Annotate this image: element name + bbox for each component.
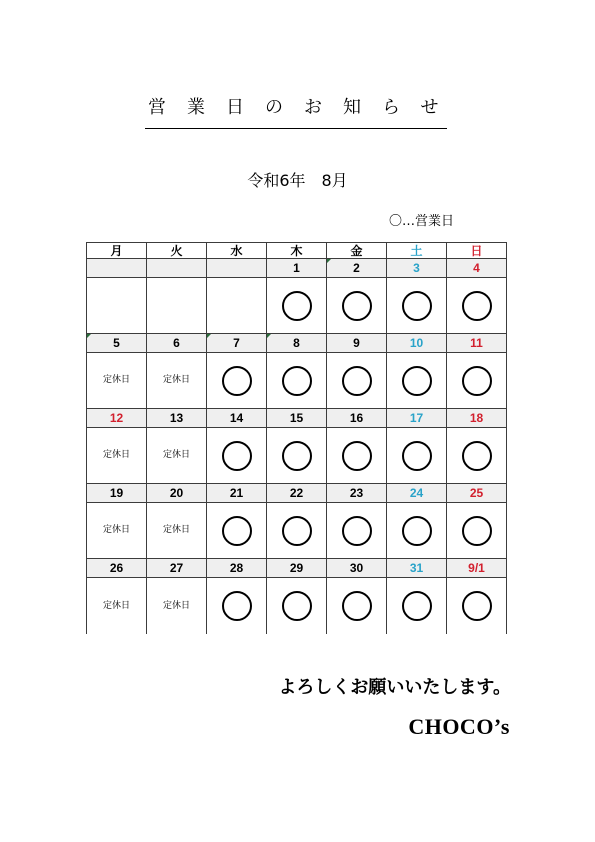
open-circle-mark [342,591,372,621]
status-cell [87,578,147,634]
date-cell [87,559,147,578]
status-cell [147,353,207,409]
status-cell [387,428,447,484]
status-cell [447,578,507,634]
status-cell [207,503,267,559]
date-cell [327,409,387,428]
date-cell [207,259,267,278]
open-circle-mark [282,591,312,621]
open-circle-mark [402,291,432,321]
closed-day-label: 定休日 [162,600,190,611]
date-number: 17 [409,411,424,425]
status-cell [267,578,327,634]
open-circle-mark [282,441,312,471]
status-cell [327,353,387,409]
date-cell [447,409,507,428]
status-cell [147,503,207,559]
date-number: 31 [409,561,424,575]
legend-open-days: 〇…営業日 [389,214,455,229]
date-number: 3 [413,261,420,275]
open-circle-mark [462,591,492,621]
open-circle-mark [222,516,252,546]
date-number: 16 [349,411,364,425]
status-cell [387,578,447,634]
weekday-header-thu: 木 [267,243,327,259]
closed-day-label: 定休日 [102,450,130,460]
date-cell [147,484,207,503]
status-cell [267,428,327,484]
status-cell [147,578,207,634]
date-cell [447,259,507,278]
open-circle-mark [462,441,492,471]
date-number: 2 [353,261,360,275]
status-cell [147,428,207,484]
date-number: 30 [349,561,364,575]
status-cell [327,278,387,334]
date-cell [207,409,267,428]
cell-indicator-mark [87,334,91,338]
date-cell [387,559,447,578]
open-circle-mark [342,441,372,471]
status-cell [207,353,267,409]
date-number: 25 [469,486,484,500]
closed-day-label: 定休日 [102,600,130,611]
weekday-header-tue: 火 [147,243,207,259]
open-circle-mark [402,366,432,396]
weekday-header-fri: 金 [327,243,387,259]
date-cell [387,484,447,503]
status-cell [207,278,267,334]
status-cell [267,353,327,409]
closed-day-label: 定休日 [162,450,190,460]
date-cell [447,559,507,578]
date-cell [207,334,267,353]
date-cell [387,409,447,428]
date-cell [327,559,387,578]
date-number: 4 [473,261,480,275]
date-cell [267,559,327,578]
date-number: 19 [109,486,124,500]
closed-day-label: 定休日 [162,375,190,385]
date-cell [447,484,507,503]
status-cell [267,503,327,559]
weekday-header-sat: 土 [387,243,447,259]
date-cell [147,334,207,353]
date-cell [327,484,387,503]
open-circle-mark [222,366,252,396]
date-cell [87,409,147,428]
open-circle-mark [342,516,372,546]
date-number: 8 [293,336,300,350]
open-circle-mark [222,441,252,471]
date-number: 9 [353,336,360,350]
date-number: 23 [349,486,364,500]
date-number: 22 [289,486,304,500]
date-number: 18 [469,411,484,425]
cell-indicator-mark [327,259,331,263]
notice-title: 営業日のお知らせ [148,97,460,118]
open-circle-mark [282,366,312,396]
date-number: 7 [233,336,240,350]
shop-name: CHOCO’s [408,714,510,739]
date-cell [207,484,267,503]
cell-indicator-mark [207,334,211,338]
date-number: 11 [470,336,483,350]
date-number: 9/1 [468,561,485,575]
date-cell [147,259,207,278]
status-cell [87,503,147,559]
open-circle-mark [282,291,312,321]
status-cell [207,578,267,634]
date-number: 28 [229,561,244,575]
date-number: 10 [409,336,424,350]
open-circle-mark [402,441,432,471]
date-cell [147,409,207,428]
status-cell [447,353,507,409]
date-number: 21 [229,486,244,500]
status-cell [207,428,267,484]
date-cell [87,259,147,278]
open-circle-mark [462,291,492,321]
date-number: 12 [109,411,124,425]
open-circle-mark [402,516,432,546]
status-cell [87,428,147,484]
status-cell [327,503,387,559]
status-cell [327,578,387,634]
weekday-header-wed: 水 [207,243,267,259]
status-cell [147,278,207,334]
open-circle-mark [402,591,432,621]
date-number: 6 [173,336,180,350]
closed-day-label: 定休日 [102,525,130,535]
date-number: 13 [169,411,184,425]
status-cell [447,428,507,484]
date-cell [147,559,207,578]
status-cell [267,278,327,334]
open-circle-mark [462,516,492,546]
open-circle-mark [222,591,252,621]
status-cell [387,278,447,334]
date-cell [327,334,387,353]
open-circle-mark [342,366,372,396]
calendar-grid [86,242,507,634]
date-cell [207,559,267,578]
date-number: 27 [169,561,184,575]
date-cell [387,259,447,278]
date-cell [87,484,147,503]
open-circle-mark [342,291,372,321]
status-cell [447,503,507,559]
date-cell [327,259,387,278]
cell-indicator-mark [267,334,271,338]
date-cell [267,259,327,278]
date-number: 5 [113,336,120,350]
closed-day-label: 定休日 [102,375,130,385]
date-number: 15 [289,411,304,425]
closed-day-label: 定休日 [162,525,190,535]
open-circle-mark [282,516,312,546]
status-cell [387,353,447,409]
date-number: 26 [109,561,124,575]
date-cell [447,334,507,353]
date-number: 20 [169,486,184,500]
open-circle-mark [462,366,492,396]
weekday-header-mon: 月 [87,243,147,259]
date-cell [387,334,447,353]
status-cell [387,503,447,559]
month-heading: 令和6年 8月 [247,171,348,190]
status-cell [447,278,507,334]
date-cell [267,334,327,353]
date-cell [267,409,327,428]
date-number: 29 [289,561,304,575]
weekday-header-sun: 日 [447,243,507,259]
date-cell [87,334,147,353]
status-cell [87,353,147,409]
date-number: 1 [293,261,300,275]
title-underline [145,128,447,129]
date-cell [267,484,327,503]
status-cell [87,278,147,334]
closing-greeting: よろしくお願いいたします。 [278,677,511,698]
date-number: 24 [409,486,424,500]
status-cell [327,428,387,484]
date-number: 14 [229,411,244,425]
